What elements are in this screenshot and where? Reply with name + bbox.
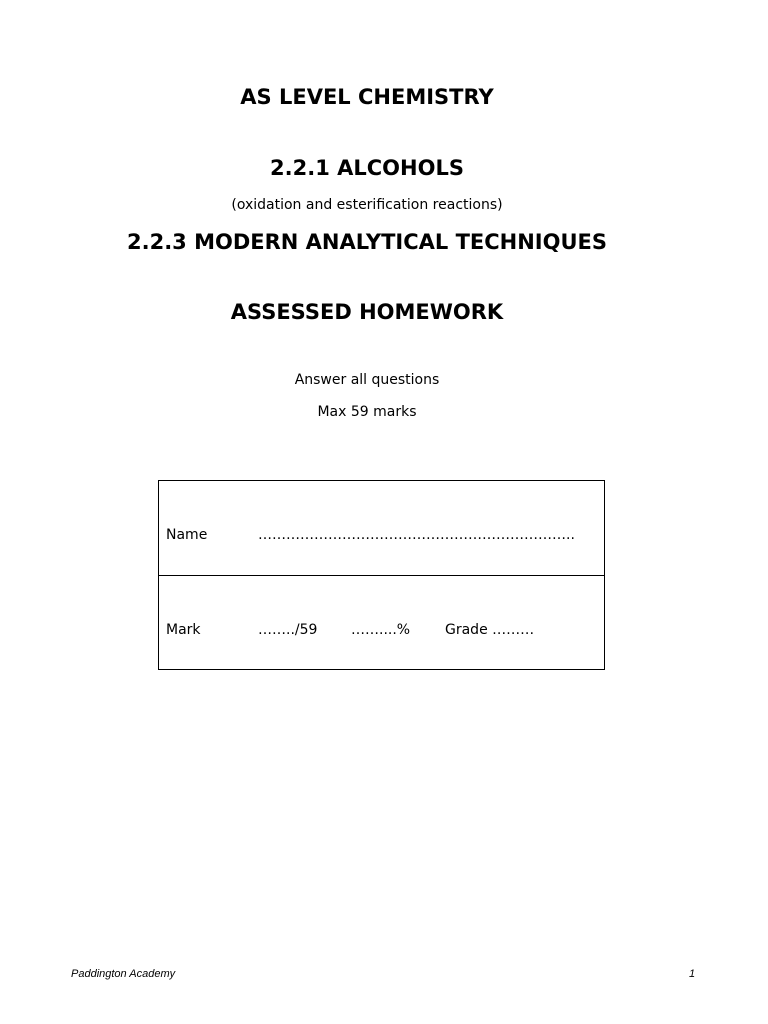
mark-row [159, 576, 604, 671]
assessment-title: ASSESSED HOMEWORK [230, 300, 504, 324]
footer-page-number: 1 [689, 968, 696, 980]
course-title: AS LEVEL CHEMISTRY [240, 85, 494, 109]
instruction-text: Answer all questions [294, 372, 440, 388]
grade-field[interactable]: Grade ……… [445, 622, 535, 638]
section-2-title: 2.2.3 MODERN ANALYTICAL TECHNIQUES [127, 230, 607, 254]
name-label: Name [166, 527, 208, 543]
name-field[interactable]: ………………………………………………………….. [258, 527, 575, 543]
student-info-box [158, 480, 605, 670]
name-row [159, 481, 604, 576]
section-1-title: 2.2.1 ALCOHOLS [270, 156, 464, 180]
mark-label: Mark [166, 622, 201, 638]
mark-score-field[interactable]: ……../59 [258, 622, 318, 638]
footer-school-name: Paddington Academy [71, 968, 176, 980]
max-marks-text: Max 59 marks [317, 404, 417, 420]
mark-percent-field[interactable]: ……....% [351, 622, 411, 638]
section-1-subtitle: (oxidation and esterification reactions) [231, 197, 503, 213]
